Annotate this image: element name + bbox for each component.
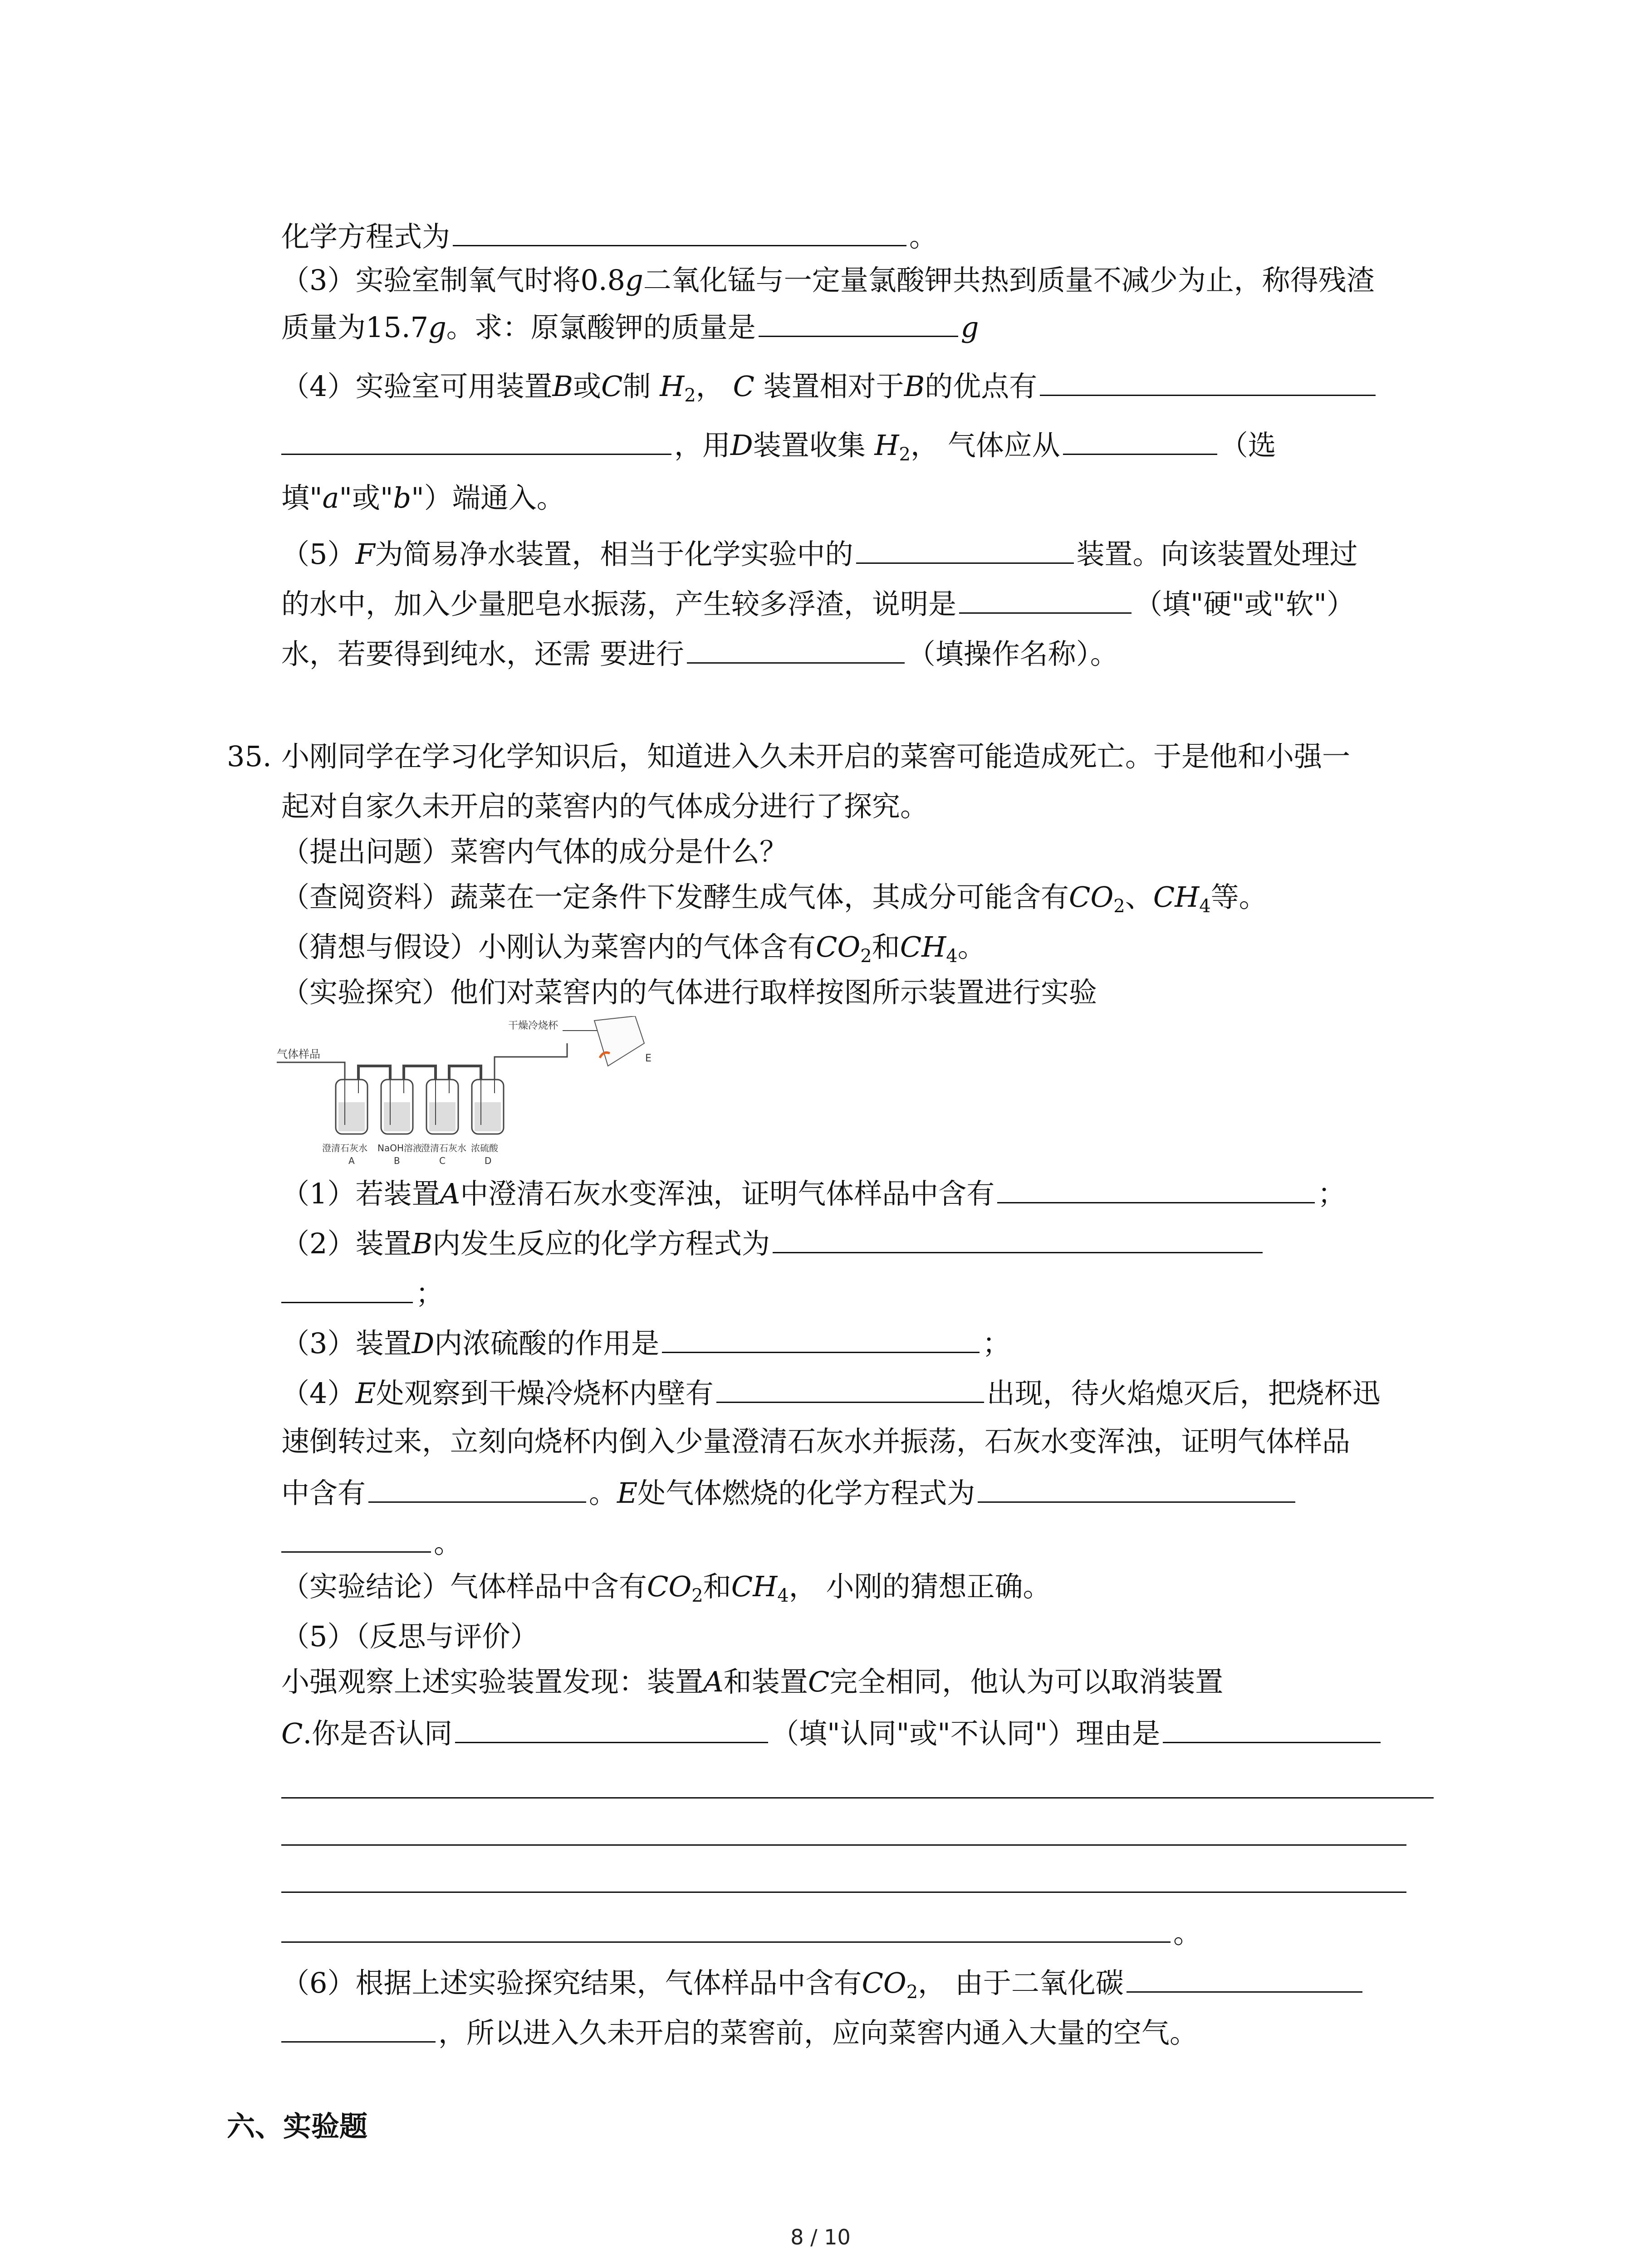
text: ，所以进入久未开启的菜窖前，应向菜窖内通入大量的空气。: [438, 2016, 1198, 2049]
q34-part5-line2: [281, 584, 1355, 622]
text: 内发生反应的化学方程式为: [432, 1227, 770, 1260]
formula: CO: [862, 1966, 906, 1999]
q34-line-1: [281, 217, 937, 255]
answer-blank[interactable]: [1127, 1963, 1362, 1993]
text: 化学方程式为: [281, 220, 451, 253]
answer-blank[interactable]: [453, 217, 906, 246]
subscript: 4: [946, 946, 958, 967]
answer-blank[interactable]: [716, 1374, 984, 1403]
q35-step4-line3: [281, 1473, 1298, 1511]
text: .你是否认同: [303, 1717, 453, 1750]
text: （选: [1220, 429, 1276, 462]
formula: CH: [731, 1570, 778, 1603]
subscript: 2: [906, 1982, 918, 2003]
text: （提出问题）菜窖内气体的成分是什么？: [281, 835, 788, 868]
formula: H: [874, 429, 899, 462]
answer-blank[interactable]: [997, 1174, 1315, 1203]
text: ，: [696, 370, 724, 403]
text: 填": [281, 481, 323, 514]
answer-blank[interactable]: [687, 634, 905, 664]
q35-step4-line1: [281, 1374, 1381, 1412]
tube-cd: [449, 1066, 481, 1080]
text: 、: [1125, 880, 1153, 914]
q34-part4-line1: [281, 367, 1378, 405]
text: "）端通入。: [411, 481, 565, 514]
text: （6）根据上述实验探究结果，气体样品中含有: [281, 1966, 862, 1999]
subscript: 2: [684, 385, 696, 406]
label-e: E: [645, 1053, 652, 1064]
text: （2）装置: [281, 1227, 412, 1260]
label-limewater-a: 澄清石灰水: [322, 1143, 367, 1154]
text: （实验结论）气体样品中含有: [281, 1570, 647, 1603]
q34-part4-line3: [281, 480, 565, 516]
q35-step5-line2: [281, 1714, 1383, 1752]
q35-intro-2: [281, 788, 928, 825]
label: C: [808, 1665, 830, 1698]
tube-to-e: [495, 1043, 567, 1080]
q35-step6-line1: [281, 1963, 1365, 2001]
text: （4）: [281, 1377, 356, 1410]
answer-blank[interactable]: [662, 1324, 980, 1353]
text: 和: [703, 1570, 731, 1603]
text: 小强观察上述实验装置发现：装置: [281, 1665, 704, 1698]
q35-step5-line1: [281, 1664, 1223, 1700]
text: （填"认同"或"不认同"）理由是: [771, 1717, 1161, 1750]
answer-blank[interactable]: [281, 1913, 1171, 1943]
tube-to-a: [327, 1062, 345, 1080]
subscript: 2: [860, 946, 872, 967]
dry-cold-beaker: [594, 1016, 644, 1066]
subscript: 2: [1113, 896, 1125, 917]
q35-step4-line4: [281, 1523, 462, 1561]
answer-line[interactable]: [281, 1892, 1406, 1893]
formula: CH: [1153, 880, 1200, 914]
text: ， 小刚的猜想正确。: [789, 1570, 1051, 1603]
page-number: 8 / 10: [790, 2225, 851, 2249]
option: b: [393, 481, 411, 514]
text: 为简易净水装置，相当于化学实验中的: [375, 538, 853, 571]
text: （1）若装置: [281, 1177, 440, 1210]
answer-blank[interactable]: [1040, 367, 1376, 396]
letter-c: C: [439, 1155, 446, 1166]
answer-blank[interactable]: [773, 1224, 1263, 1253]
label: B: [411, 1227, 433, 1260]
label: E: [355, 1377, 376, 1410]
text: 制: [622, 370, 660, 403]
question-number: 35.: [227, 740, 272, 773]
q35-step6-line2: [281, 2013, 1198, 2051]
text: ， 气体应从: [910, 429, 1060, 462]
label: E: [617, 1476, 638, 1510]
q35-step2-cont: [281, 1274, 444, 1312]
text: 。: [909, 220, 938, 253]
text: 小刚同学在学习化学知识后，知道进入久未开启的菜窖可能造成死亡。于是他和小强一: [281, 740, 1351, 773]
q35-info: [281, 879, 1267, 915]
text: （3）实验室制氧气时将0.8: [281, 264, 626, 297]
unit: g: [428, 311, 446, 344]
label: C: [281, 1717, 303, 1750]
text: （猜想与假设）小刚认为菜窖内的气体含有: [281, 930, 816, 963]
option: a: [322, 481, 339, 514]
text: （填操作名称）。: [907, 637, 1118, 670]
label: B: [904, 370, 925, 403]
answer-line[interactable]: [281, 1797, 1434, 1799]
subscript: 4: [777, 1585, 789, 1606]
q35-step2: [281, 1224, 1265, 1262]
text: 水，若要得到纯水，还需 要进行: [281, 637, 684, 670]
text: 或: [573, 370, 602, 403]
answer-blank[interactable]: [759, 308, 958, 337]
answer-blank[interactable]: [455, 1714, 768, 1743]
q35-number: [227, 738, 272, 775]
unit: g: [625, 264, 643, 297]
bottle-a: [336, 1080, 367, 1134]
label: F: [355, 538, 375, 571]
formula: CH: [900, 930, 946, 963]
tube-bc: [404, 1066, 436, 1080]
text: 出现，待火焰熄灭后，把烧杯迅: [986, 1377, 1381, 1410]
text: 。: [589, 1476, 617, 1510]
section-title: 六、实验题: [227, 2110, 368, 2143]
formula: CO: [1069, 880, 1114, 914]
label-limewater-c: 澄清石灰水: [421, 1143, 466, 1154]
label: C: [601, 370, 623, 403]
text: 中澄清石灰水变浑浊，证明气体样品中含有: [460, 1177, 995, 1210]
beaker-label: 干燥冷烧杯: [508, 1020, 558, 1031]
bottle-b: [381, 1080, 413, 1134]
text: （5）（反思与评价）: [281, 1620, 539, 1653]
text: 和: [872, 930, 900, 963]
text: （5）: [281, 538, 356, 571]
text: 完全相同，他认为可以取消装置: [829, 1665, 1224, 1698]
text: （填"硬"或"软"）: [1134, 587, 1355, 621]
text: 中含有: [281, 1476, 366, 1510]
q35-experiment: [281, 974, 1097, 1011]
text: 装置收集: [753, 429, 875, 462]
section-heading: [227, 2108, 367, 2145]
answer-blank[interactable]: [281, 2013, 436, 2043]
text: （3）装置: [281, 1327, 412, 1360]
text: 。: [957, 930, 986, 963]
tube-ab: [358, 1066, 390, 1080]
q34-part5-line1: [281, 534, 1358, 572]
text: 装置。向该装置处理过: [1076, 538, 1358, 571]
unit: g: [960, 311, 979, 344]
q34-part5-line3: [281, 634, 1118, 672]
q35-step4-line2: [281, 1423, 1350, 1460]
label-acid-d: 浓硫酸: [471, 1143, 498, 1154]
text: 速倒转过来，立刻向烧杯内倒入少量澄清石灰水并振荡，石灰水变浑浊，证明气体样品: [281, 1425, 1351, 1458]
letter-b: B: [394, 1155, 400, 1166]
q35-step5-last: [281, 1913, 1201, 1951]
text: ，用: [674, 429, 731, 462]
text: （4）实验室可用装置: [281, 370, 553, 403]
bottle-d: [472, 1080, 504, 1134]
text: 的优点有: [925, 370, 1038, 403]
text: 。求：原氯酸钾的质量是: [446, 311, 756, 344]
q35-conclusion: [281, 1569, 1051, 1605]
text: 内浓硫酸的作用是: [434, 1327, 660, 1360]
answer-blank[interactable]: [959, 584, 1132, 614]
bottle-c: [426, 1080, 458, 1134]
subscript: 4: [1199, 896, 1211, 917]
text: 。: [434, 1526, 462, 1559]
q35-hypothesis: [281, 929, 986, 965]
text: ， 由于二氧化碳: [918, 1966, 1124, 1999]
subscript: 2: [691, 1585, 703, 1606]
q34-part3-line2: [281, 308, 979, 346]
answer-blank[interactable]: [281, 1274, 413, 1303]
text: （查阅资料）蔬菜在一定条件下发酵生成气体，其成分可能含有: [281, 880, 1069, 914]
subscript: 2: [899, 444, 911, 465]
sample-label: 气体样品: [277, 1048, 320, 1061]
text: 起对自家久未开启的菜窖内的气体成分进行了探究。: [281, 790, 929, 823]
text: （实验探究）他们对菜窖内的气体进行取样按图所示装置进行实验: [281, 976, 1097, 1009]
answer-blank[interactable]: [978, 1473, 1295, 1503]
letter-a: A: [348, 1155, 355, 1166]
q35-intro-1: [281, 738, 1350, 775]
text: ；: [1318, 1177, 1346, 1210]
letter-d: D: [485, 1155, 492, 1166]
label: A: [703, 1665, 724, 1698]
label: D: [730, 429, 753, 462]
q35-problem: [281, 834, 788, 870]
answer-blank[interactable]: [281, 425, 671, 455]
text: 处气体燃烧的化学方程式为: [637, 1476, 975, 1510]
label: C: [733, 370, 754, 403]
answer-blank[interactable]: [856, 534, 1074, 564]
label: A: [440, 1177, 460, 1210]
answer-line[interactable]: [281, 1844, 1406, 1846]
text: 。: [1173, 1916, 1202, 1950]
text: 二氧化锰与一定量氯酸钾共热到质量不减少为止，称得残渣: [643, 264, 1375, 297]
label: B: [552, 370, 573, 403]
q35-step1: [281, 1174, 1346, 1212]
apparatus-diagram: [277, 1016, 694, 1179]
q34-part3-line1: [281, 262, 1375, 298]
q35-step3: [281, 1324, 1010, 1362]
formula: CO: [647, 1570, 692, 1603]
text: 质量为15.7: [281, 311, 429, 344]
text: 和装置: [723, 1665, 808, 1698]
answer-blank[interactable]: [281, 1523, 431, 1553]
text: 的水中，加入少量肥皂水振荡，产生较多浮渣，说明是: [281, 587, 957, 621]
text: ；: [982, 1327, 1011, 1360]
label-naoh-b: NaOH溶液: [377, 1143, 422, 1154]
answer-blank[interactable]: [368, 1473, 586, 1503]
formula: H: [660, 370, 685, 403]
q34-part4-line2: [281, 425, 1276, 464]
q35-step5-title: [281, 1618, 538, 1655]
text: "或": [339, 481, 393, 514]
label: D: [411, 1327, 435, 1360]
text: 等。: [1210, 880, 1267, 914]
answer-blank[interactable]: [1163, 1714, 1381, 1743]
answer-blank[interactable]: [1063, 425, 1217, 455]
formula: CO: [816, 930, 861, 963]
text: 装置相对于: [754, 370, 904, 403]
text: ；: [416, 1277, 444, 1310]
text: 处观察到干燥冷烧杯内壁有: [376, 1377, 714, 1410]
